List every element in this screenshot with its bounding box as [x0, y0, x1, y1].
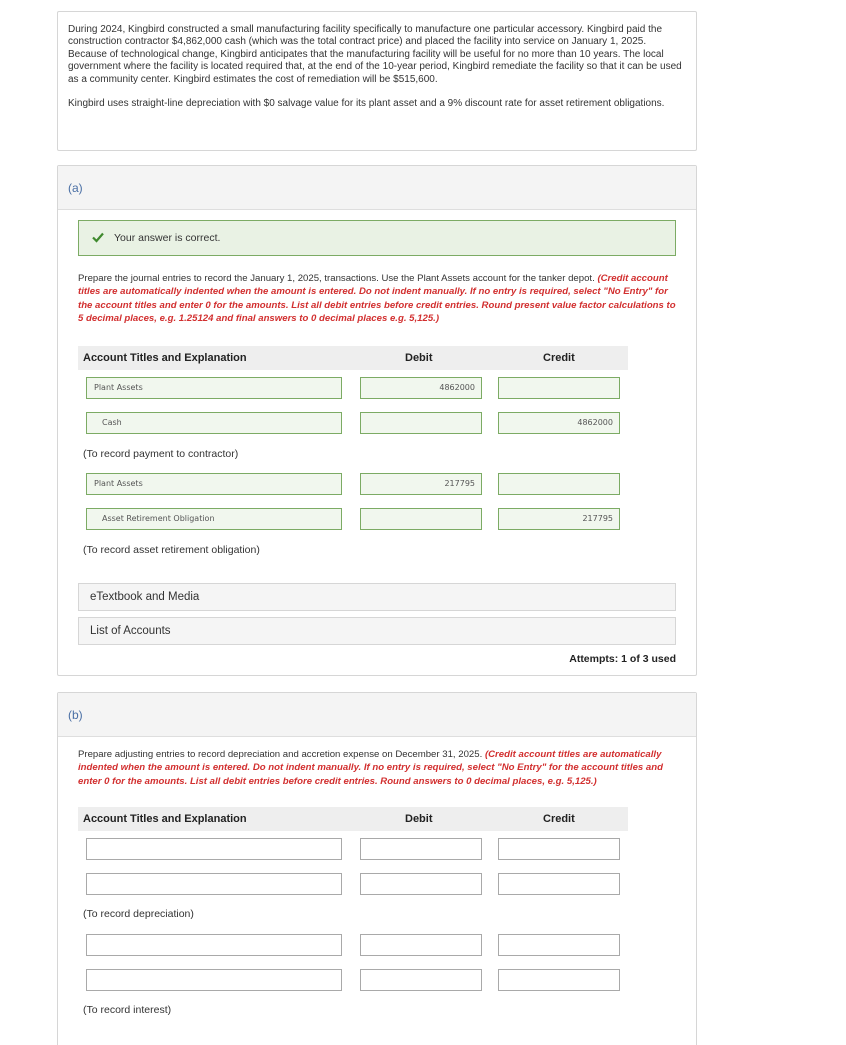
correct-feedback	[78, 220, 676, 256]
credit-column-header: Credit	[543, 352, 575, 364]
credit-field[interactable]	[498, 969, 620, 991]
problem-paragraph-2: Kingbird uses straight-line depreciation with $0 salvage value for its plant asset and a 9% discount rate for asset retirement obligations.	[68, 98, 665, 110]
part-a-instructions	[78, 272, 678, 326]
credit-field[interactable]: 217795	[498, 508, 620, 530]
account-field[interactable]	[86, 873, 342, 895]
credit-field[interactable]	[498, 838, 620, 860]
memo-payment: (To record payment to contractor)	[83, 448, 239, 460]
part-b-table-header	[78, 807, 628, 831]
part-a-instructions-note: (Credit account titles are automatically indented when the amount is entered. Do not indent manually. If no entry is required, select "No Entry" for the account titles and enter 0 for the amounts. List all debit entries before credit entries. Round present value factor calculations to 5 decimal places, e.g. 1.25124 and final answers to 0 decimal places e.g. 5,125.)	[78, 273, 676, 325]
attempts-counter: Attempts: 1 of 3 used	[569, 653, 676, 665]
credit-field[interactable]	[498, 377, 620, 399]
part-b-instructions	[78, 748, 678, 788]
memo-aro: (To record asset retirement obligation)	[83, 544, 260, 556]
debit-field[interactable]	[360, 838, 482, 860]
feedback-text: Your answer is correct.	[114, 232, 221, 244]
debit-field[interactable]	[360, 969, 482, 991]
debit-field[interactable]	[360, 934, 482, 956]
part-b-instructions-note: (Credit account titles are automatically indented when the amount is entered. Do not indent manually. If no entry is required, select "No Entry" for the account titles and enter 0 for the amounts. List all debit entries before credit entries. Round answers to 0 decimal places, e.g. 5,125.)	[78, 749, 663, 787]
part-a-label: (a)	[68, 181, 83, 195]
debit-column-header: Debit	[405, 352, 433, 364]
debit-field[interactable]: 217795	[360, 473, 482, 495]
account-field[interactable]	[86, 969, 342, 991]
etextbook-link[interactable]: eTextbook and Media	[78, 583, 676, 611]
credit-field[interactable]	[498, 473, 620, 495]
part-a-instructions-text: Prepare the journal entries to record the January 1, 2025, transactions. Use the Plant Assets account for the tanker depot.	[78, 273, 595, 284]
account-field[interactable]: Plant Assets	[86, 377, 342, 399]
debit-field[interactable]	[360, 873, 482, 895]
account-field[interactable]	[86, 934, 342, 956]
problem-statement	[57, 11, 697, 151]
part-a-panel	[57, 165, 697, 676]
account-field[interactable]	[86, 838, 342, 860]
problem-paragraph-1: During 2024, Kingbird constructed a small manufacturing facility specifically to manufacture one particular accessory. Kingbird paid the construction contractor $4,862,000 cash (which was the total contract price) and placed the facility into service on January 1, 2025. Because of technological change, Kingbird anticipates that the manufacturing facility will be useful for no more than 10 years. The local government where the facility is located required that, at the end of the 10-year period, Kingbird remediate the facility so that it can be used as a community center. Kingbird estimates the cost of remediation will be $515,600.	[68, 24, 682, 85]
part-a-header	[58, 166, 696, 210]
debit-column-header: Debit	[405, 813, 433, 825]
credit-field[interactable]	[498, 873, 620, 895]
part-b-instructions-text: Prepare adjusting entries to record depreciation and accretion expense on December 31, 2025.	[78, 749, 483, 760]
account-column-header: Account Titles and Explanation	[83, 352, 247, 364]
credit-column-header: Credit	[543, 813, 575, 825]
account-column-header: Account Titles and Explanation	[83, 813, 247, 825]
memo-interest: (To record interest)	[83, 1004, 172, 1016]
account-field[interactable]: Plant Assets	[86, 473, 342, 495]
part-b-panel	[57, 692, 697, 1045]
account-field[interactable]: Asset Retirement Obligation	[86, 508, 342, 530]
credit-field[interactable]: 4862000	[498, 412, 620, 434]
debit-field[interactable]: 4862000	[360, 377, 482, 399]
part-a-table-header	[78, 346, 628, 370]
account-field[interactable]: Cash	[86, 412, 342, 434]
debit-field[interactable]	[360, 412, 482, 434]
check-icon	[91, 230, 105, 244]
part-b-label: (b)	[68, 708, 83, 722]
memo-depreciation: (To record depreciation)	[83, 908, 194, 920]
list-of-accounts-link[interactable]: List of Accounts	[78, 617, 676, 645]
part-b-header	[58, 693, 696, 737]
credit-field[interactable]	[498, 934, 620, 956]
debit-field[interactable]	[360, 508, 482, 530]
